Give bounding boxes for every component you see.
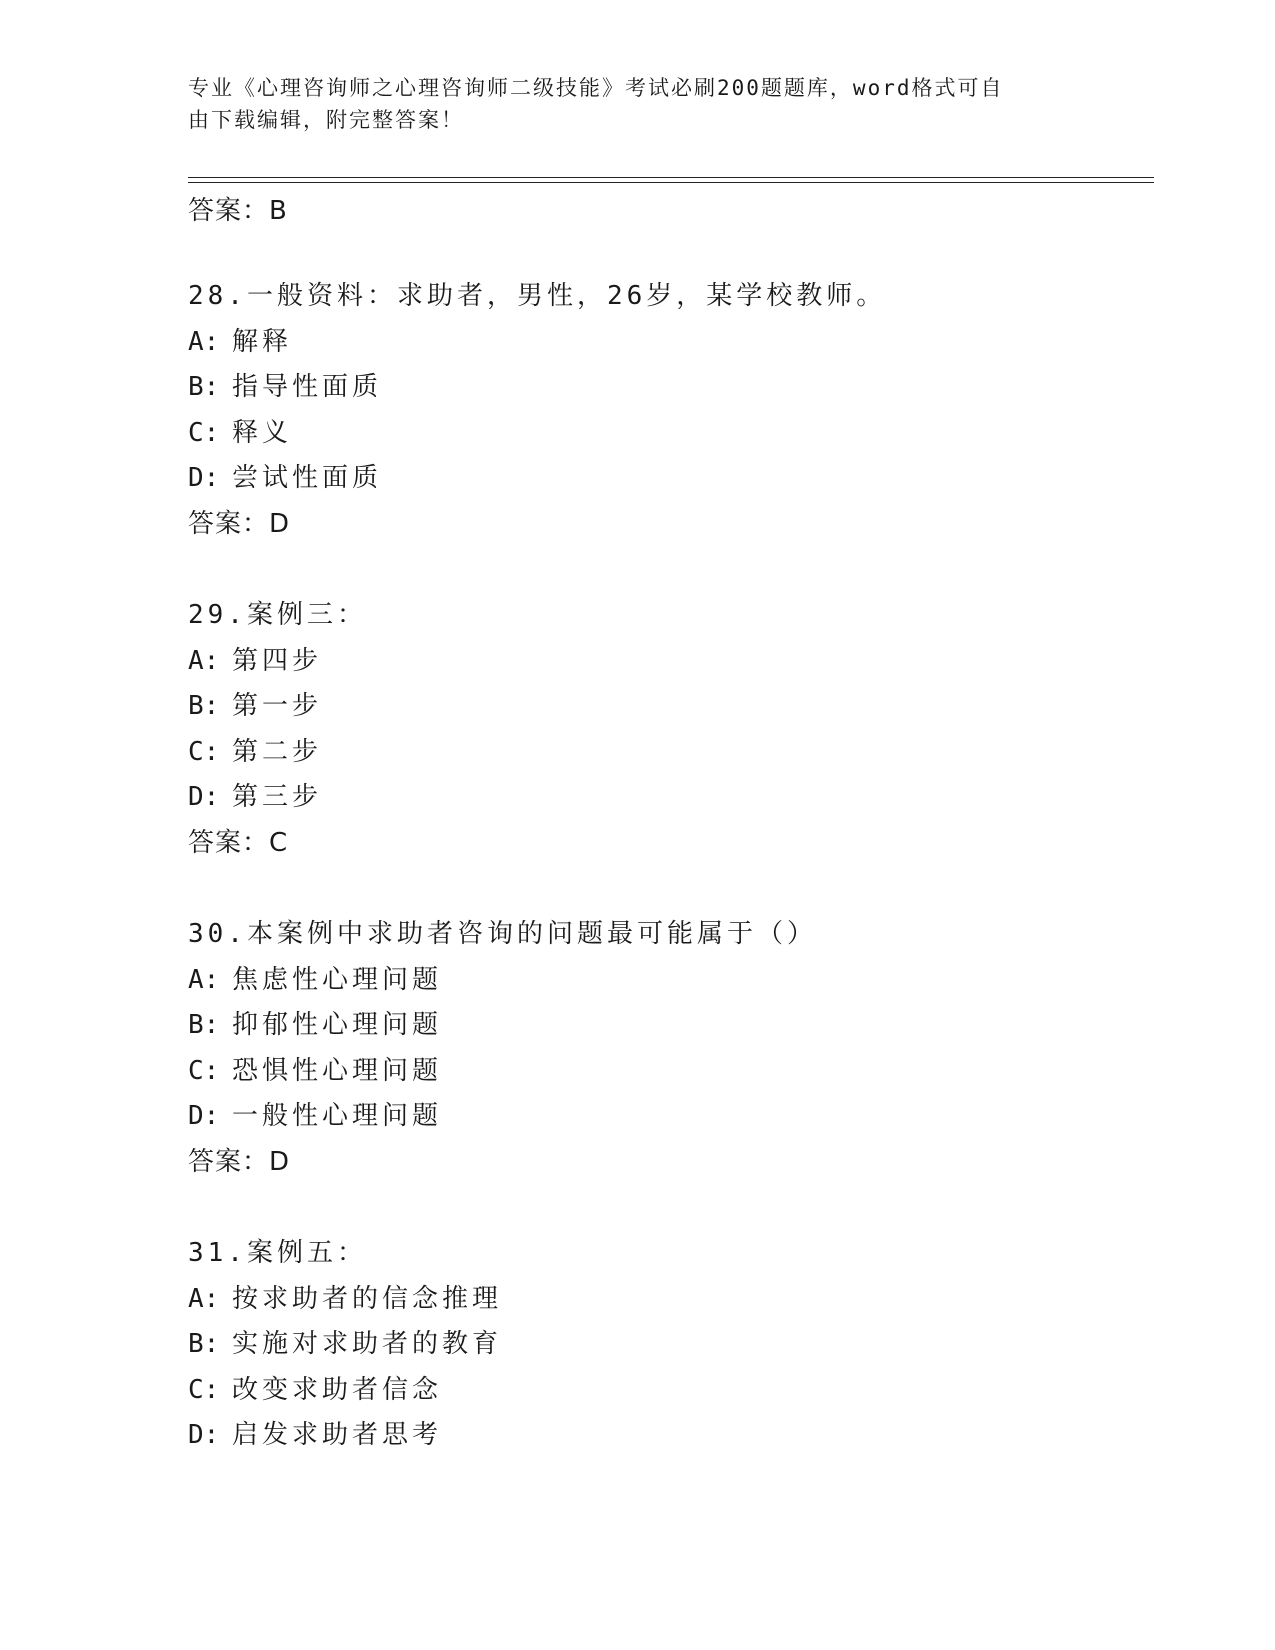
option-text: 一般性心理问题: [232, 1101, 443, 1131]
option-letter: C:: [188, 1374, 220, 1405]
option-letter: C:: [188, 1055, 220, 1086]
option-letter: D:: [188, 782, 220, 812]
question-stem: 29.案例三：: [188, 600, 367, 630]
option-text: 指导性面质: [232, 372, 383, 402]
option-letter: B:: [188, 691, 220, 721]
option-text: 第四步: [232, 645, 323, 676]
option-letter: B:: [188, 372, 220, 402]
document-header: [188, 72, 1088, 136]
option-text: 第一步: [232, 691, 323, 721]
option-text: 解释: [232, 326, 293, 357]
question-stem: 28.一般资料：求助者，男性，26岁，某学校教师。: [188, 281, 887, 311]
option-text: 改变求助者信念: [232, 1374, 443, 1405]
question-30: [188, 912, 1128, 1185]
option-text: 恐惧性心理问题: [232, 1055, 443, 1086]
option-text: 第三步: [232, 782, 323, 812]
option-b: [188, 1003, 1128, 1049]
option-a: [188, 1277, 1128, 1323]
option-text: 释义: [232, 417, 293, 448]
option-text: 第二步: [232, 736, 323, 767]
option-text: 抑郁性心理问题: [232, 1010, 443, 1040]
answer: 答案：D: [188, 508, 291, 539]
previous-answer: 答案：B: [188, 196, 288, 226]
option-letter: A:: [188, 645, 220, 676]
question-stem: 31.案例五：: [188, 1238, 367, 1268]
option-a: [188, 958, 1128, 1004]
option-c: [188, 411, 1128, 457]
option-text: 启发求助者思考: [232, 1420, 443, 1450]
option-letter: D:: [188, 1420, 220, 1450]
answer: 答案：D: [188, 1146, 291, 1177]
option-letter: D:: [188, 1101, 220, 1131]
question-28: [188, 274, 1128, 547]
answer: 答案：C: [188, 827, 289, 858]
option-letter: D:: [188, 463, 220, 493]
option-c: [188, 1049, 1128, 1095]
option-letter: A:: [188, 1283, 220, 1314]
option-c: [188, 1368, 1128, 1414]
header-line-2: 由下载编辑，附完整答案！: [188, 108, 464, 132]
option-letter: B:: [188, 1329, 220, 1359]
question-31: [188, 1231, 1128, 1459]
option-d: [188, 1413, 1128, 1459]
option-d: [188, 1094, 1128, 1140]
option-b: [188, 365, 1128, 411]
option-text: 实施对求助者的教育: [232, 1329, 503, 1359]
option-letter: B:: [188, 1010, 220, 1040]
option-letter: A:: [188, 964, 220, 995]
option-a: [188, 320, 1128, 366]
option-letter: A:: [188, 326, 220, 357]
option-letter: C:: [188, 417, 220, 448]
option-d: [188, 456, 1128, 502]
option-c: [188, 730, 1128, 776]
header-divider-top: [188, 177, 1154, 178]
option-b: [188, 684, 1128, 730]
question-29: [188, 593, 1128, 866]
option-d: [188, 775, 1128, 821]
header-divider-bottom: [188, 182, 1154, 183]
option-text: 按求助者的信念推理: [232, 1283, 503, 1314]
option-a: [188, 639, 1128, 685]
header-line-1: 专业《心理咨询师之心理咨询师二级技能》考试必刷200题题库，word格式可自: [188, 76, 1004, 100]
question-stem: 30.本案例中求助者咨询的问题最可能属于（）: [188, 919, 817, 949]
option-letter: C:: [188, 736, 220, 767]
option-b: [188, 1322, 1128, 1368]
option-text: 焦虑性心理问题: [232, 964, 443, 995]
option-text: 尝试性面质: [232, 463, 383, 493]
